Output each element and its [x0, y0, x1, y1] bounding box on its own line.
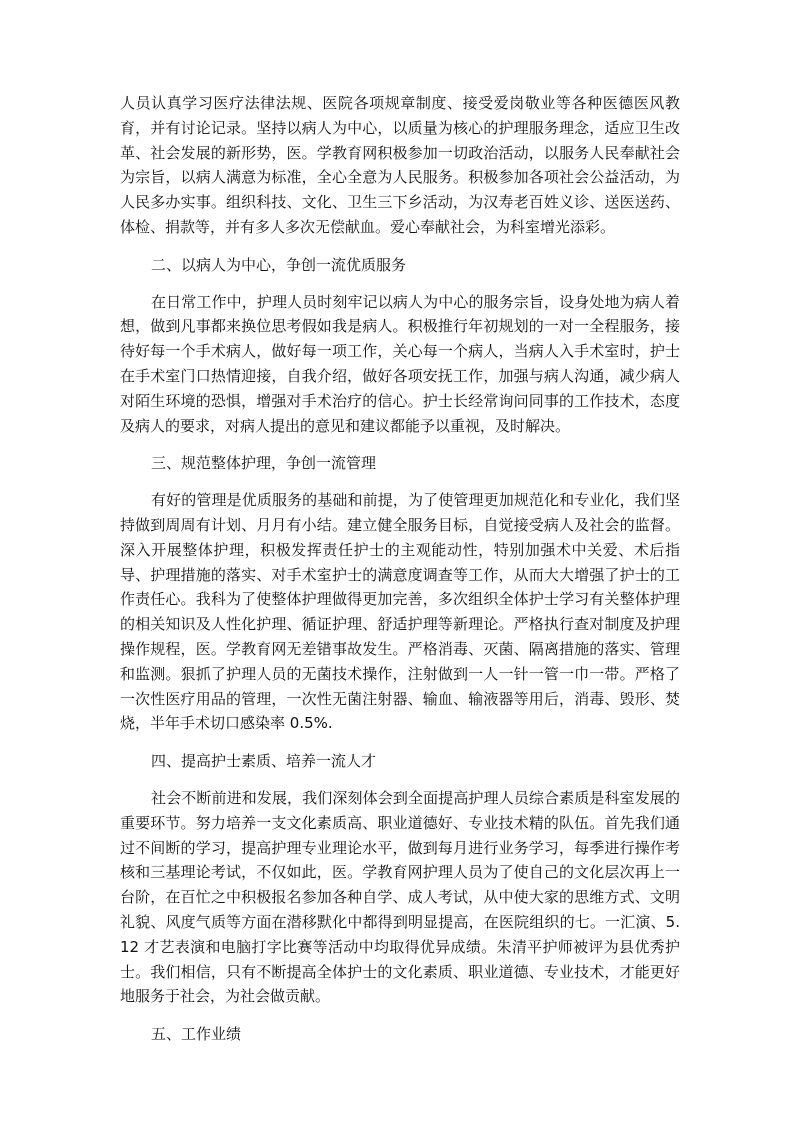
section-heading-3: 三、规范整体护理，争创一流管理 — [151, 454, 377, 473]
section-heading-2: 二、以病人为中心，争创一流优质服务 — [151, 255, 407, 274]
paragraph-intro: 人员认真学习医疗法律法规、医院各项规章制度、接受爱岗敬业等各种医德医风教育，并有讨论记录。坚持以病人为中心，以质量为核心的护理服务理念，适应卫生改革、社会发展的新形势，医。学教育网积极参加一切政治活动，以服务人民奉献社会为宗旨，以病人满意为标准，全心全意为人民服务。积极参加各项社会公益活动，为人民多办实事。组织科技、文化、卫生三下乡活动，为汉寿老百姓义诊、送医送药、体检、捐款等，并有多人多次无偿献血。爱心奉献社会，为科室增光添彩。 — [120, 94, 680, 236]
paragraph-management: 有好的管理是优质服务的基础和前提，为了使管理更加规范化和专业化，我们坚持做到周周有计划、月月有小结。建立健全服务目标，自觉接受病人及社会的监督。深入开展整体护理，积极发挥责任护士的主观能动性，特别加强术中关爱、术后指导、护理措施的落实、对手术室护士的满意度调查等工作，从而大大增强了护士的工作责任心。我科为了使整体护理做得更加完善，多次组织全体护士学习有关整体护理的相关知识及人性化护理、循证护理、舒适护理等新理论。严格执行查对制度及护理操作规程，医。学教育网无差错事故发生。严格消毒、灭菌、隔离措施的落实、管理和监测。狠抓了护理人员的无菌技术操作，注射做到一人一针一管一巾一带。严格了一次性医疗用品的管理，一次性无菌注射器、输血、输液器等用后，消毒、毁形、焚烧，半年手术切口感染率 0.5%. — [120, 491, 680, 733]
document-body — [120, 91, 680, 1059]
section-heading-4: 四、提高护士素质、培养一流人才 — [151, 752, 377, 771]
paragraph-service: 在日常工作中，护理人员时刻牢记以病人为中心的服务宗旨，设身处地为病人着想，做到凡事都来换位思考假如我是病人。积极推行年初规划的一对一全程服务，接待好每一个手术病人，做好每一项工作，关心每一个病人，当病人入手术室时，护士在手术室门口热情迎接，自我介绍，做好各项安抚工作，加强与病人沟通，减少病人对陌生环境的恐惧，增强对手术治疗的信心。护士长经常询问同事的工作技术，态度及病人的要求，对病人提出的意见和建议都能予以重视，及时解决。 — [120, 292, 680, 435]
section-heading-5: 五、工作业绩 — [151, 1025, 242, 1044]
paragraph-quality: 社会不断前进和发展，我们深刻体会到全面提高护理人员综合素质是科室发展的重要环节。努力培养一支文化素质高、职业道德好、专业技术精的队伍。首先我们通过不间断的学习，提高护理专业理论水平，做到每月进行业务学习，每季进行操作考核和三基理论考试，不仅如此，医。学教育网护理人员为了使自己的文化层次再上一台阶，在百忙之中积极报名参加各种自学、成人考试，从中使大家的思维方式、文明礼貌、风度气质等方面在潜移默化中都得到明显提高，在医院组织的七。一汇演、5.12 才艺表演和电脑打字比赛等活动中均取得优异成绩。朱清平护师被评为县优秀护士。我们相信，只有不断提高全体护士的文化素质、职业道德、专业技术，才能更好地服务于社会，为社会做贡献。 — [120, 788, 680, 1006]
